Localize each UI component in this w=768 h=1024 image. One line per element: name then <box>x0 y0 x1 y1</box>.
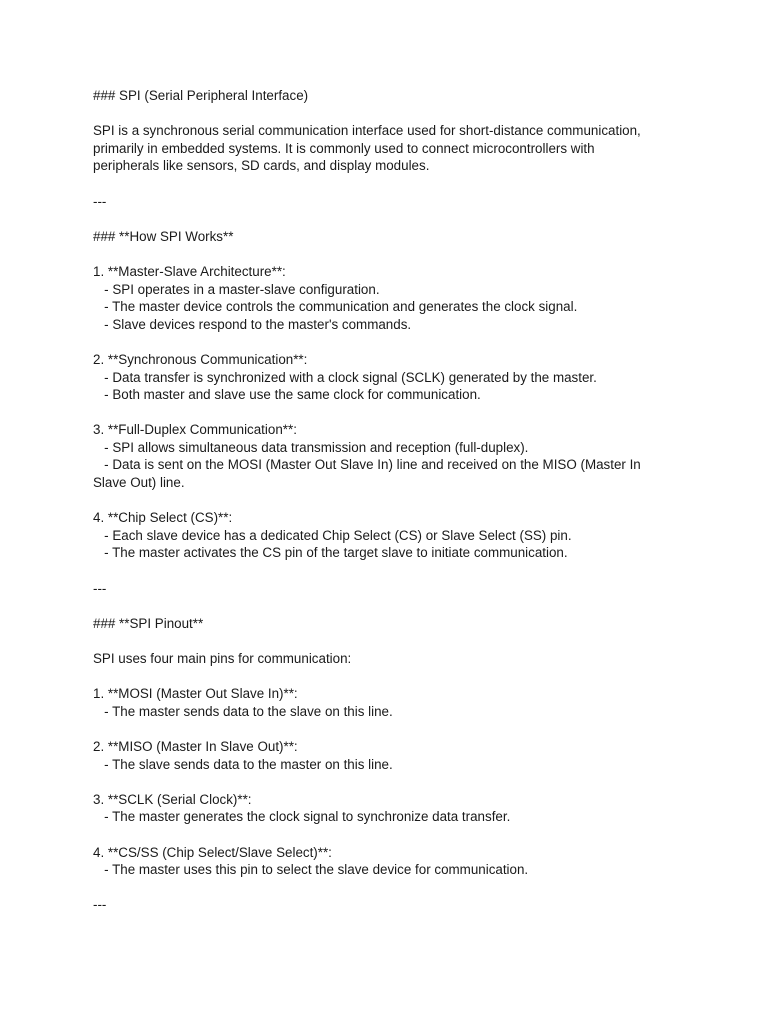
paragraph-gap <box>93 773 693 791</box>
text-block <box>93 509 693 562</box>
text-line: - Data is sent on the MOSI (Master Out Slave In) line and received on the MISO (Master In <box>93 457 641 473</box>
text-line: --- <box>93 193 107 209</box>
text-block <box>93 351 693 404</box>
text-line: 2. **MISO (Master In Slave Out)**: <box>93 738 298 754</box>
paragraph-gap <box>93 720 693 738</box>
text-line: - The master activates the CS pin of the target slave to initiate communication. <box>93 545 568 561</box>
paragraph-gap <box>93 562 693 580</box>
text-line: - The slave sends data to the master on this line. <box>93 756 393 772</box>
document-body <box>93 87 693 914</box>
text-line: --- <box>93 897 107 913</box>
paragraph-gap <box>93 668 693 686</box>
text-block <box>93 791 693 826</box>
paragraph-gap <box>93 245 693 263</box>
text-line: peripherals like sensors, SD cards, and display modules. <box>93 158 430 174</box>
paragraph-gap <box>93 597 693 615</box>
text-block <box>93 228 693 246</box>
paragraph-gap <box>93 492 693 510</box>
text-line: Slave Out) line. <box>93 475 185 491</box>
text-block <box>93 844 693 879</box>
text-line: 3. **SCLK (Serial Clock)**: <box>93 791 252 807</box>
text-line: ### SPI (Serial Peripheral Interface) <box>93 88 309 103</box>
paragraph-gap <box>93 333 693 351</box>
text-line: 4. **CS/SS (Chip Select/Slave Select)**: <box>93 844 332 860</box>
text-line: 1. **MOSI (Master Out Slave In)**: <box>93 686 298 702</box>
text-line: 4. **Chip Select (CS)**: <box>93 510 233 526</box>
text-block <box>93 263 693 333</box>
paragraph-gap <box>93 175 693 193</box>
text-line: 3. **Full-Duplex Communication**: <box>93 422 297 438</box>
paragraph-gap <box>93 879 693 897</box>
text-line: - SPI allows simultaneous data transmission and reception (full-duplex). <box>93 439 529 455</box>
paragraph-gap <box>93 826 693 844</box>
text-line: - Slave devices respond to the master's commands. <box>93 316 412 332</box>
text-line: ### **SPI Pinout** <box>93 615 204 631</box>
text-block <box>93 738 693 773</box>
text-line: - Both master and slave use the same clock for communication. <box>93 387 481 403</box>
paragraph-gap <box>93 105 693 123</box>
text-line: primarily in embedded systems. It is commonly used to connect microcontrollers with <box>93 140 595 156</box>
text-line: - The master device controls the communication and generates the clock signal. <box>93 299 578 315</box>
text-block <box>93 685 693 720</box>
text-block <box>93 650 693 668</box>
text-line: - Data transfer is synchronized with a clock signal (SCLK) generated by the master. <box>93 369 597 385</box>
text-block <box>93 122 693 175</box>
text-line: --- <box>93 580 107 596</box>
text-line: SPI uses four main pins for communication: <box>93 651 352 666</box>
text-line: 2. **Synchronous Communication**: <box>93 351 308 367</box>
paragraph-gap <box>93 210 693 228</box>
text-block <box>93 421 693 491</box>
text-line: - The master uses this pin to select the slave device for communication. <box>93 862 529 878</box>
text-line: - SPI operates in a master-slave configuration. <box>93 281 380 297</box>
text-line: - The master generates the clock signal to synchronize data transfer. <box>93 809 511 825</box>
text-block <box>93 615 693 633</box>
text-block <box>93 580 693 598</box>
text-line: ### **How SPI Works** <box>93 228 234 244</box>
text-block <box>93 896 693 914</box>
text-block <box>93 193 693 211</box>
paragraph-gap <box>93 632 693 650</box>
text-line: - Each slave device has a dedicated Chip Select (CS) or Slave Select (SS) pin. <box>93 527 572 543</box>
text-line: - The master sends data to the slave on this line. <box>93 703 393 719</box>
text-line: 1. **Master-Slave Architecture**: <box>93 263 286 279</box>
text-line: SPI is a synchronous serial communication interface used for short-distance communication, <box>93 123 641 139</box>
text-block <box>93 87 693 105</box>
paragraph-gap <box>93 404 693 422</box>
